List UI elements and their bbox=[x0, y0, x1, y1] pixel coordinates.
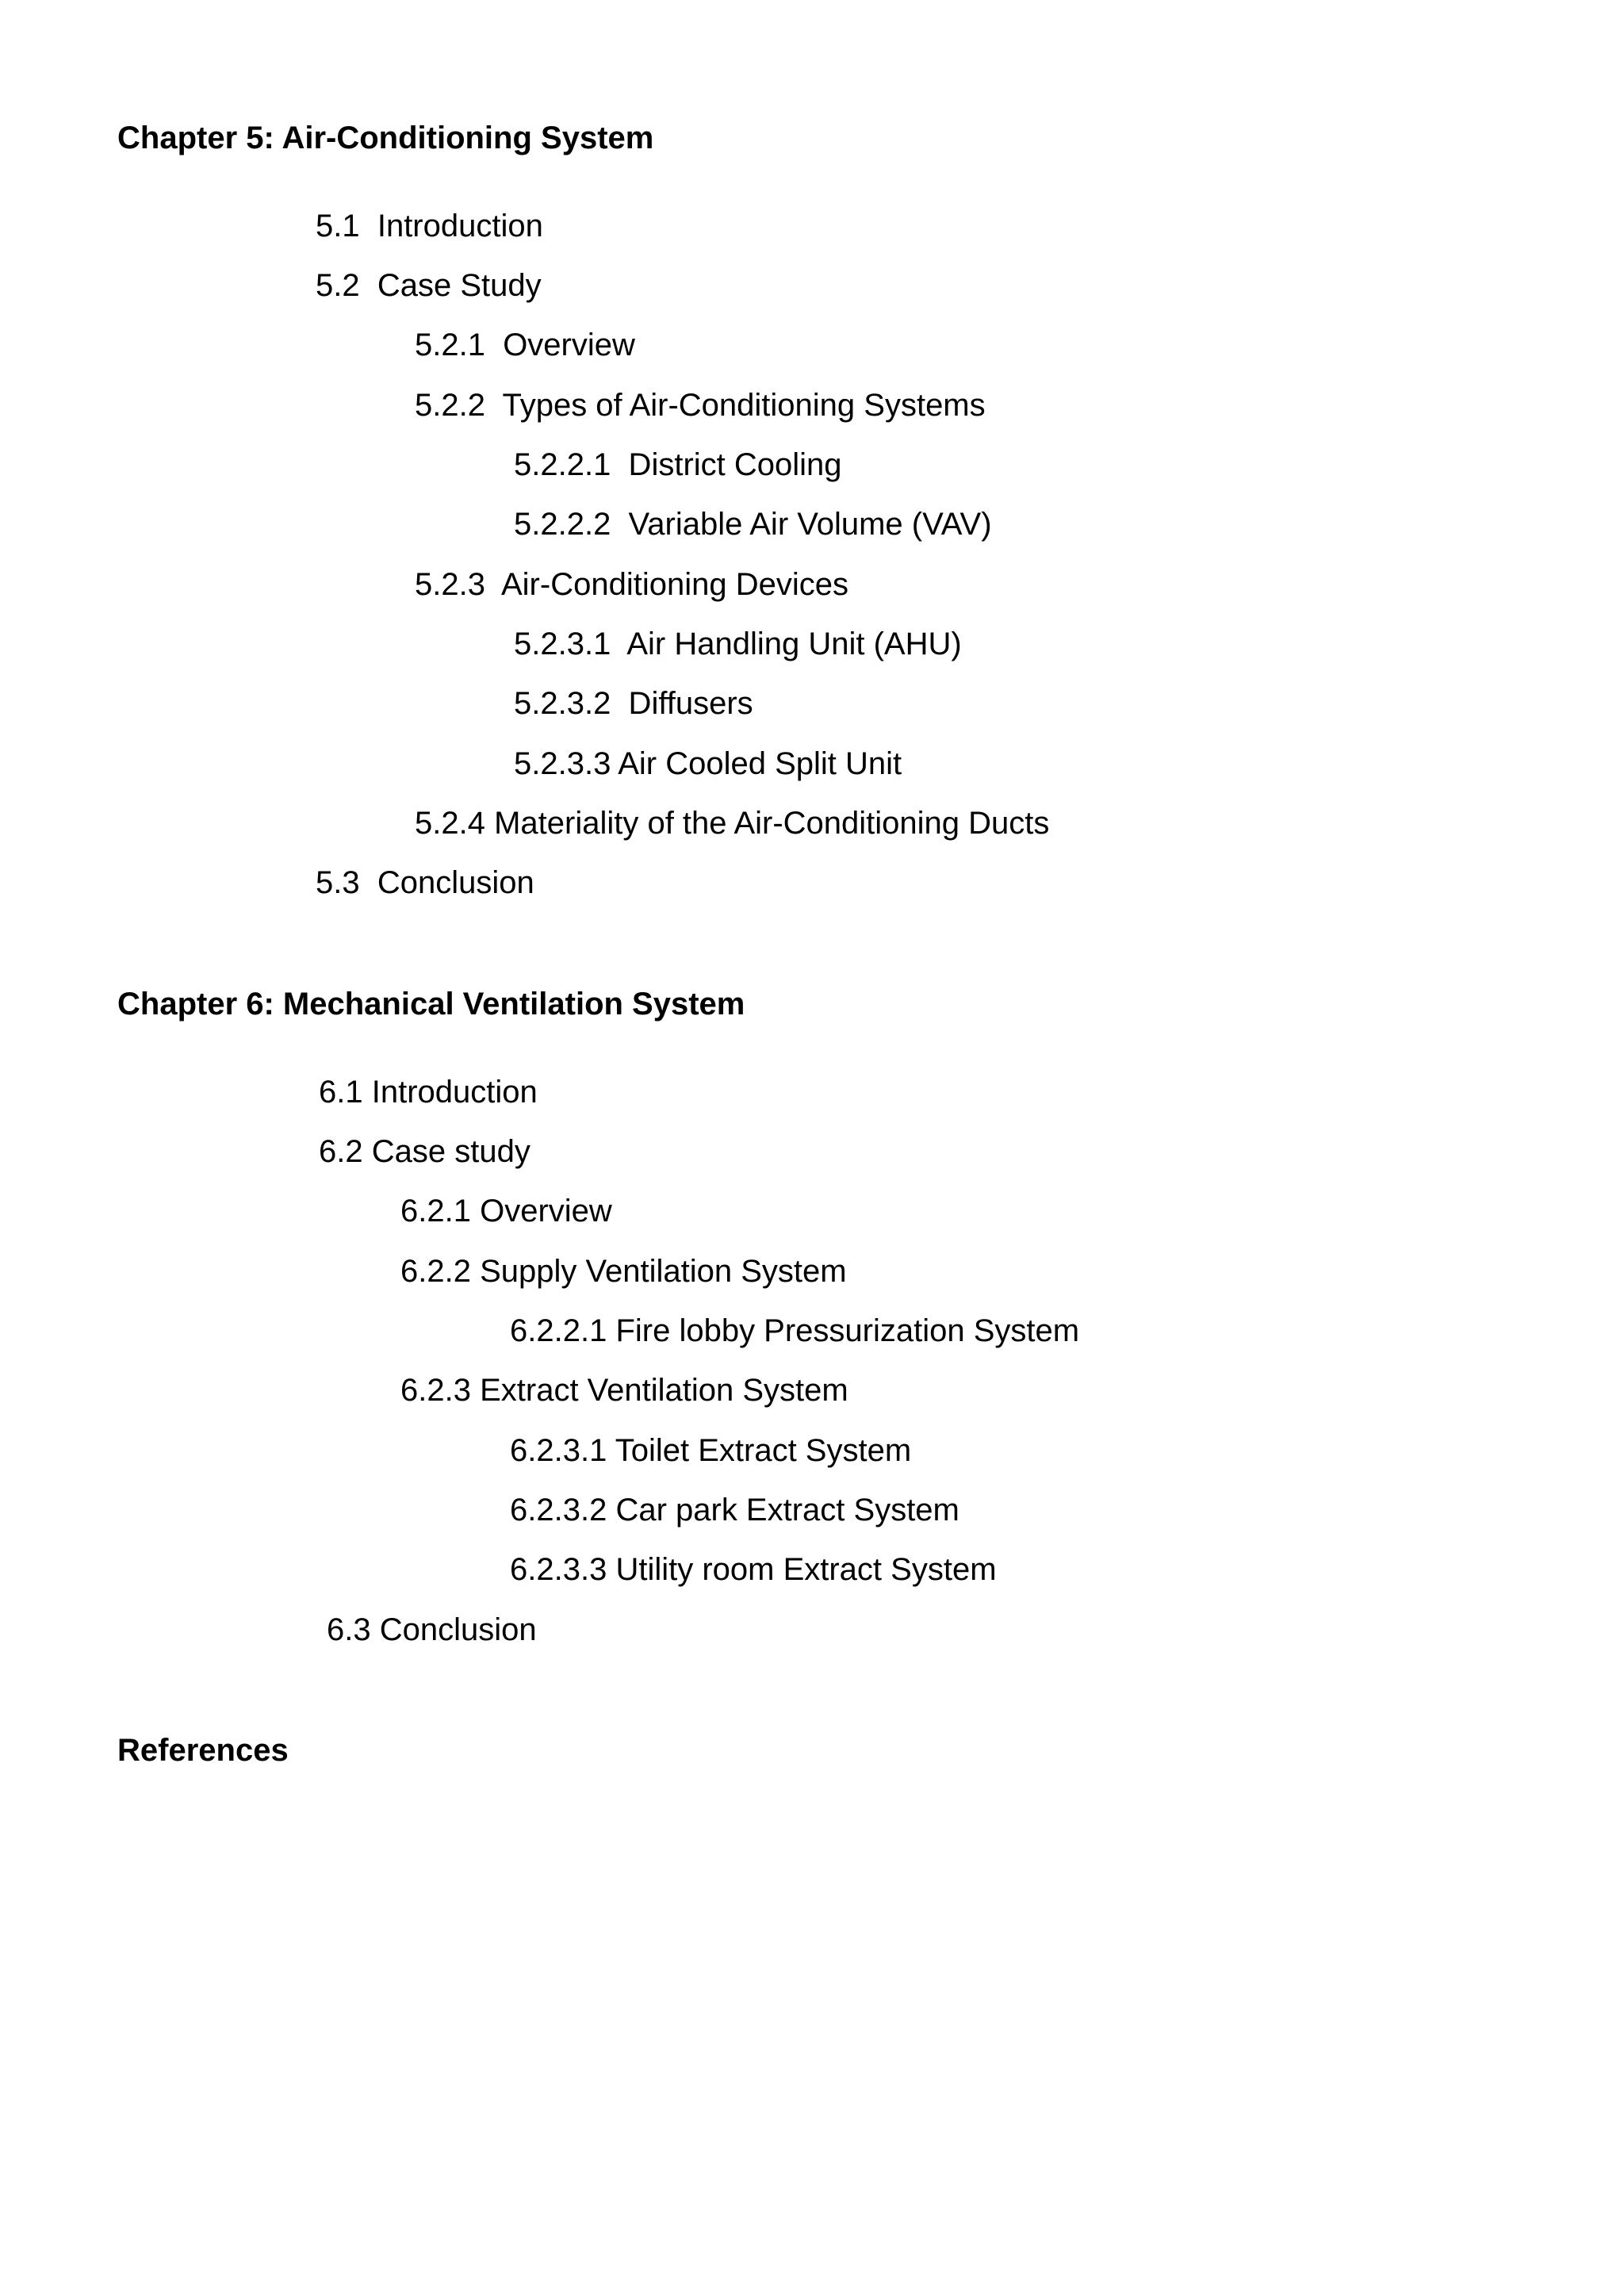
toc-entry-5-2-3-3: 5.2.3.3 Air Cooled Split Unit bbox=[514, 746, 902, 781]
toc-entry-6-2-2: 6.2.2 Supply Ventilation System bbox=[400, 1254, 847, 1289]
toc-entry-5-2-2-2: 5.2.2.2 Variable Air Volume (VAV) bbox=[514, 507, 992, 542]
chapter-5-heading: Chapter 5: Air-Conditioning System bbox=[117, 121, 654, 155]
toc-entry-6-3: 6.3 Conclusion bbox=[327, 1612, 537, 1647]
toc-entry-5-1: 5.1 Introduction bbox=[316, 209, 543, 243]
toc-entry-6-2-3-1: 6.2.3.1 Toilet Extract System bbox=[510, 1433, 912, 1468]
references-heading: References bbox=[117, 1733, 289, 1768]
toc-entry-5-2: 5.2 Case Study bbox=[316, 268, 542, 303]
toc-entry-5-2-2: 5.2.2 Types of Air-Conditioning Systems bbox=[415, 388, 986, 423]
toc-entry-5-3: 5.3 Conclusion bbox=[316, 865, 534, 900]
toc-entry-5-2-3-2: 5.2.3.2 Diffusers bbox=[514, 686, 753, 721]
toc-entry-6-2-2-1: 6.2.2.1 Fire lobby Pressurization System bbox=[510, 1313, 1080, 1348]
toc-entry-5-2-2-1: 5.2.2.1 District Cooling bbox=[514, 447, 842, 482]
toc-entry-6-1: 6.1 Introduction bbox=[319, 1075, 538, 1110]
toc-entry-6-2: 6.2 Case study bbox=[319, 1134, 530, 1169]
toc-entry-5-2-1: 5.2.1 Overview bbox=[415, 328, 635, 362]
toc-entry-6-2-3-2: 6.2.3.2 Car park Extract System bbox=[510, 1493, 959, 1527]
toc-entry-6-2-3: 6.2.3 Extract Ventilation System bbox=[400, 1373, 848, 1408]
toc-entry-6-2-3-3: 6.2.3.3 Utility room Extract System bbox=[510, 1552, 997, 1587]
toc-entry-5-2-3: 5.2.3 Air-Conditioning Devices bbox=[415, 567, 848, 602]
toc-entry-5-2-3-1: 5.2.3.1 Air Handling Unit (AHU) bbox=[514, 627, 962, 661]
toc-entry-5-2-4: 5.2.4 Materiality of the Air-Conditioning Ducts bbox=[415, 806, 1050, 841]
chapter-6-heading: Chapter 6: Mechanical Ventilation System bbox=[117, 987, 745, 1022]
toc-entry-6-2-1: 6.2.1 Overview bbox=[400, 1194, 612, 1228]
